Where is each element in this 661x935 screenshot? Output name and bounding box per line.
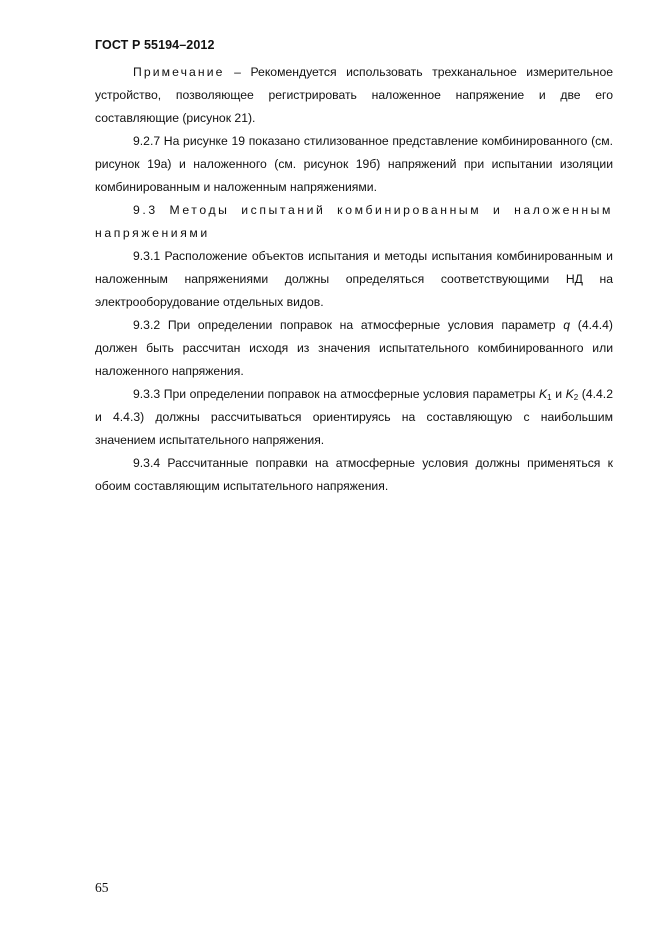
conjunction: и [551,387,566,401]
paragraph-9-3-3-end: (4.4.2 и 4.4.3) должны рассчитываться ориентируясь на составляющую с наибольшим значением испытательного напряжения. [95,387,613,447]
paragraph-9-3-2 [95,314,613,383]
paragraph-9-3-3-start: 9.3.3 При определении поправок на атмосферные условия параметры [133,387,540,401]
parameter-q: q [563,318,571,332]
paragraph-9-3-3 [95,383,613,452]
standard-designation: ГОСТ Р 55194–2012 [95,38,215,52]
paragraph-9-3-2-end: (4.4.4) должен быть рассчитан исходя из значения испытательного комбинированного или наложенного напряжения. [95,318,613,378]
parameter-k1-letter: K [539,387,548,401]
note-label: Примечание [133,65,225,79]
parameter-k1-subscript: 1 [547,393,552,402]
body-text [95,61,613,498]
paragraph-9-2-7: 9.2.7 На рисунке 19 показано стилизованное представление комбинированного (см. рисунок 19а) и наложенного (см. рисунок 19б) напряжений при испытании изоляции комбинированным и наложенным напряжениями. [95,134,613,194]
paragraph-9-3-1: 9.3.1 Расположение объектов испытания и методы испытания комбинированным и наложенным напряжениями должны определяться соответствующими НД на электрооборудование отдельных видов. [95,249,613,309]
parameter-k2-subscript: 2 [573,393,579,402]
paragraph-9-3-4: 9.3.4 Рассчитанные поправки на атмосферные условия должны применяться к обоим составляющим испытательного напряжения. [95,456,613,493]
note-dash: – [224,65,251,79]
paragraph-9-3-2-start: 9.3.2 При определении поправок на атмосферные условия параметр [133,318,564,332]
page-number: 65 [95,880,109,895]
note-text: Рекомендуется использовать трехканальное измерительное устройство, позволяющее регистрировать наложенное напряжение и две его составляющие (рисунок 21). [95,65,613,125]
note-paragraph [95,61,613,130]
section-heading-9-3: 9.3 Методы испытаний комбинированным и наложенным напряжениями [95,203,613,240]
parameter-k2-letter: K [565,387,574,401]
